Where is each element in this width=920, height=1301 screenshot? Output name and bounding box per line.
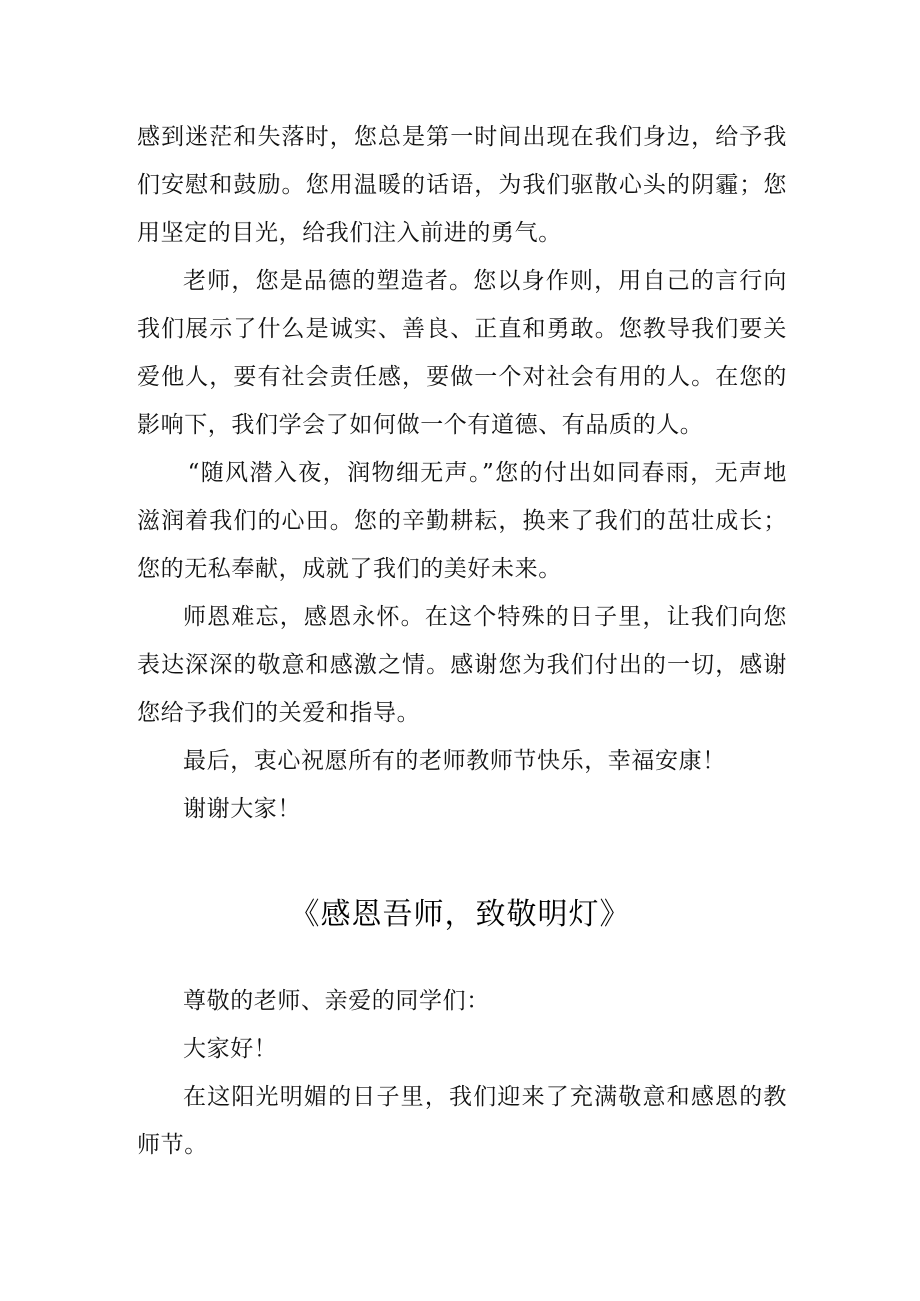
speech-title: 《感恩吾师，致敬明灯》 xyxy=(289,897,631,932)
paragraph-opening: 在这阳光明媚的日子里，我们迎来了充满敬意和感恩的教师节。 xyxy=(137,1084,787,1158)
paragraph-thanks: 谢谢大家！ xyxy=(183,796,301,822)
paragraph-moral-shaper: 老师，您是品德的塑造者。您以身作则，用自己的言行向我们展示了什么是诚实、善良、正直和勇敢。您教导我们要关爱他人，要有社会责任感，要做一个对社会有用的人。在您的影响下，我们学会了如何做一个有道德、有品质的人。 xyxy=(137,268,787,438)
paragraph-gratitude: 师恩难忘，感恩永怀。在这个特殊的日子里，让我们向您表达深深的敬意和感激之情。感谢您为我们付出的一切，感谢您给予我们的关爱和指导。 xyxy=(137,604,787,726)
speech-body-part-2 xyxy=(137,977,787,1169)
paragraph-spring-rain: “随风潜入夜，润物细无声。”您的付出如同春雨，无声地滋润着我们的心田。您的辛勤耕耘，换来了我们的茁壮成长；您的无私奉献，成就了我们的美好未来。 xyxy=(137,460,787,582)
greeting: 大家好！ xyxy=(183,1036,278,1062)
salutation: 尊敬的老师、亲爱的同学们： xyxy=(183,988,490,1014)
paragraph-blessing: 最后，衷心祝愿所有的老师教师节快乐，幸福安康！ xyxy=(183,748,726,774)
paragraph-comfort: 感到迷茫和失落时，您总是第一时间出现在我们身边，给予我们安慰和鼓励。您用温暖的话语，为我们驱散心头的阴霾；您用坚定的目光，给我们注入前进的勇气。 xyxy=(137,124,787,246)
speech-body-part-1 xyxy=(137,113,787,833)
